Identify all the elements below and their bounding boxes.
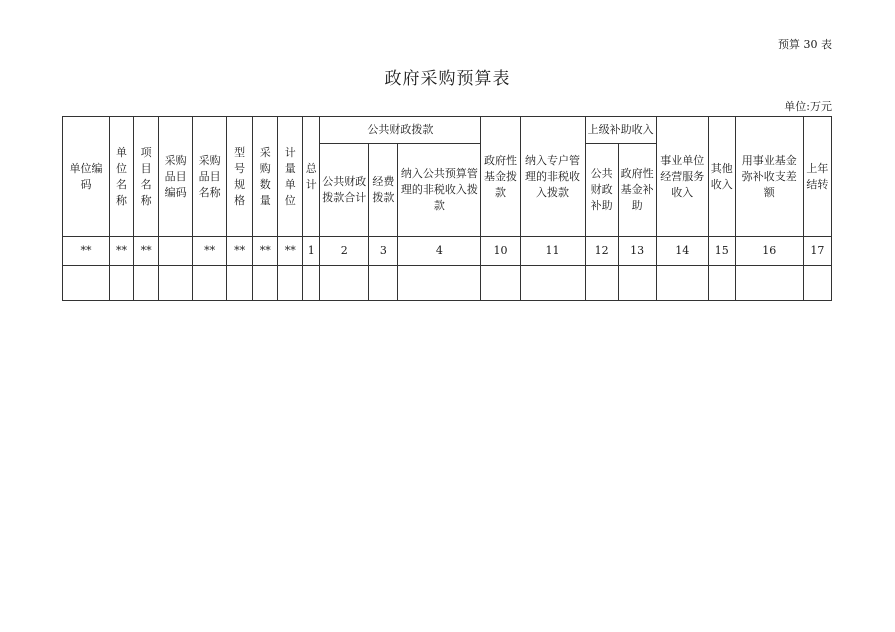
col-total: 总计 — [303, 117, 320, 237]
table-cell — [398, 266, 481, 301]
table-cell — [110, 266, 134, 301]
table-cell — [803, 266, 831, 301]
table-cell — [735, 266, 803, 301]
table-cell — [63, 266, 110, 301]
table-cell — [618, 266, 656, 301]
table-cell — [278, 266, 303, 301]
col-item-name: 采购品目名称 — [193, 117, 227, 237]
col-public-fiscal-subsidy: 公共财政补助 — [585, 144, 618, 237]
table-row — [63, 266, 832, 301]
col-dept-code: 单位编码 — [63, 117, 110, 237]
col-public-fiscal-total: 公共财政拨款合计 — [320, 144, 369, 237]
group-superior-subsidy: 上级补助收入 — [585, 117, 656, 144]
col-special-nontax: 纳入专户管理的非税收入拨款 — [520, 117, 585, 237]
table-cell: ** — [134, 237, 159, 266]
col-carryover: 上年结转 — [803, 117, 831, 237]
table-cell: 10 — [481, 237, 520, 266]
col-model-spec: 型号规格 — [227, 117, 253, 237]
col-dept-name: 单位名称 — [110, 117, 134, 237]
col-gov-fund: 政府性基金拨款 — [481, 117, 520, 237]
procurement-budget-table — [62, 116, 832, 301]
table-cell — [227, 266, 253, 301]
group-public-fiscal: 公共财政拨款 — [320, 117, 481, 144]
form-number: 预算 30 表 — [778, 38, 832, 51]
table-cell — [159, 237, 193, 266]
header-row-1 — [63, 117, 832, 144]
table-cell — [159, 266, 193, 301]
table-cell: 11 — [520, 237, 585, 266]
col-quantity: 采购数量 — [253, 117, 278, 237]
table-cell — [481, 266, 520, 301]
col-fund-balance: 用事业基金弥补收支差额 — [735, 117, 803, 237]
table-cell — [134, 266, 159, 301]
unit-label: 单位:万元 — [784, 100, 832, 113]
table-cell — [585, 266, 618, 301]
col-other-income: 其他收入 — [708, 117, 735, 237]
table-cell: 14 — [656, 237, 708, 266]
table-cell — [656, 266, 708, 301]
table-cell — [253, 266, 278, 301]
table-cell — [520, 266, 585, 301]
column-number-row — [63, 237, 832, 266]
table-cell: 16 — [735, 237, 803, 266]
table-cell: ** — [110, 237, 134, 266]
page-title: 政府采购预算表 — [384, 69, 511, 89]
table-cell — [303, 266, 320, 301]
col-operating-income: 事业单位经营服务收入 — [656, 117, 708, 237]
col-expense-allocation: 经费拨款 — [369, 144, 398, 237]
table-cell: 2 — [320, 237, 369, 266]
table-cell — [708, 266, 735, 301]
table-cell: 4 — [398, 237, 481, 266]
table-cell: ** — [227, 237, 253, 266]
table-cell — [193, 266, 227, 301]
table-cell: ** — [63, 237, 110, 266]
table-cell — [320, 266, 369, 301]
col-item-code: 采购品目编码 — [159, 117, 193, 237]
col-non-tax-budget: 纳入公共预算管理的非税收入拨款 — [398, 144, 481, 237]
col-gov-fund-subsidy: 政府性基金补助 — [618, 144, 656, 237]
table-cell — [369, 266, 398, 301]
table-cell: 1 — [303, 237, 320, 266]
col-project-name: 项目名称 — [134, 117, 159, 237]
table-cell: 3 — [369, 237, 398, 266]
table-cell: 13 — [618, 237, 656, 266]
col-measure-unit: 计量单位 — [278, 117, 303, 237]
table-cell: 17 — [803, 237, 831, 266]
table-cell: ** — [253, 237, 278, 266]
table-cell: ** — [278, 237, 303, 266]
table-cell: ** — [193, 237, 227, 266]
table-cell: 12 — [585, 237, 618, 266]
table-cell: 15 — [708, 237, 735, 266]
